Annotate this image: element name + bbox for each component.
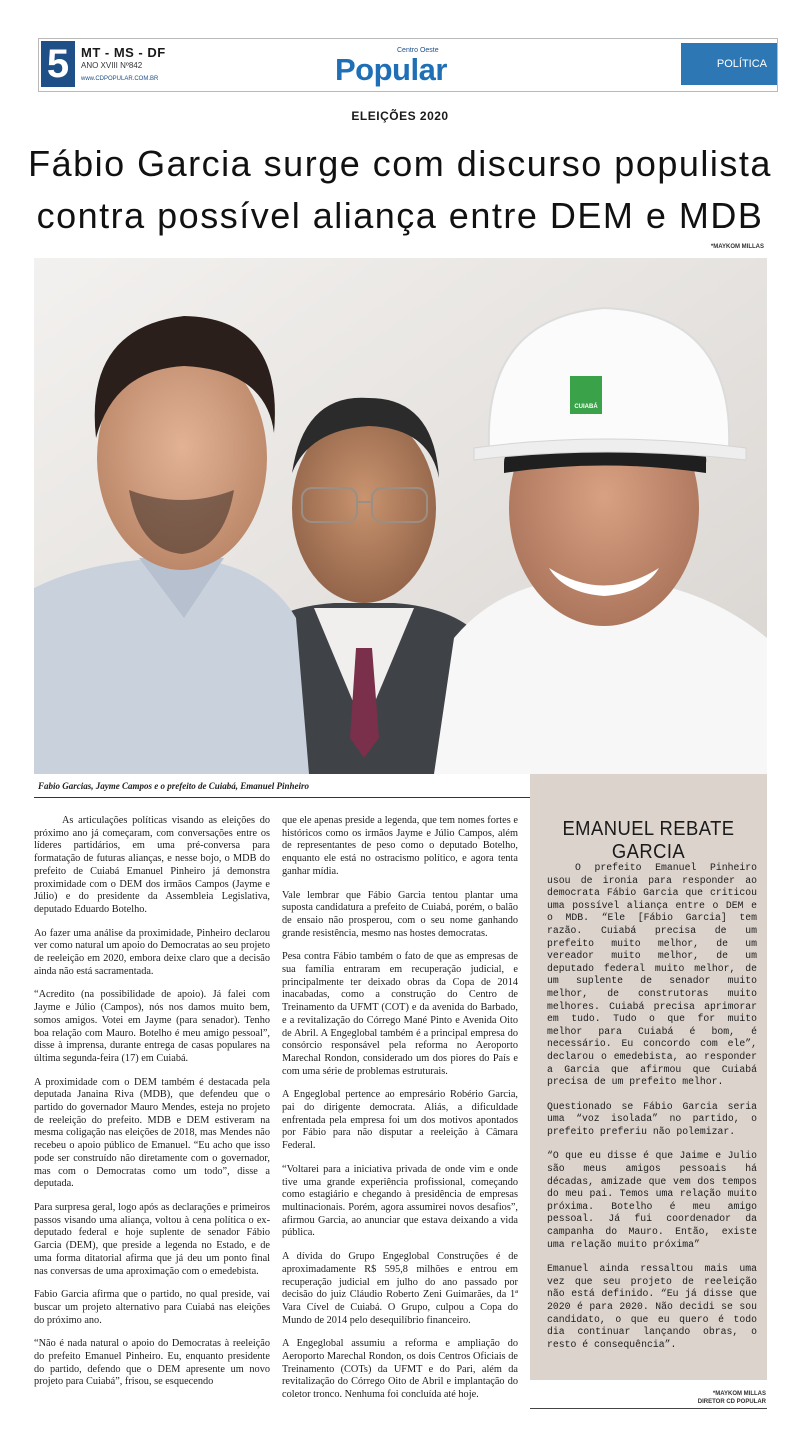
article-kicker: ELEIÇÕES 2020 <box>351 109 449 123</box>
sidebar-title: EMANUEL REBATE GARCIA <box>562 818 735 863</box>
paragraph: A Engeglobal assumiu a reforma e ampliação do Aeroporto Marechal Rondon, os dois Centros Oficiais de Treinamento (COTs) da UFMT e do Pari, além da revitalização do Córrego Oito de Abril e implantação do coletor tronco. Nenhuma foi concluída até hoje. <box>282 1338 518 1401</box>
sidebar-text <box>547 862 757 1363</box>
article-column-2 <box>282 815 518 1413</box>
section-label: POLÍTICA <box>681 43 777 85</box>
website-link[interactable]: www.CDPOPULAR.COM.BR <box>81 76 159 82</box>
paragraph: A dívida do Grupo Engeglobal Construções é de aproximadamente R$ 595,8 milhões e entrou em recuperação judicial em julho do ano passado por decisão do juiz Cláudio Roberto Zeni Guimarães, da 1ª Vara Cível de Cuiabá. O Grupo, culpou a Copa do Mundo de 2014 pelo desequilíbrio financeiro. <box>282 1251 518 1326</box>
edition-info <box>81 45 166 82</box>
article-headline <box>20 138 780 242</box>
headline-line-1: Fábio Garcia surge com discurso populista <box>28 143 772 184</box>
page-number: 5 <box>41 41 75 87</box>
masthead <box>38 38 778 92</box>
author-title: DIRETOR CD POPULAR <box>697 1399 766 1405</box>
edition-issue: ANO XVIII Nº842 <box>81 61 143 70</box>
photo-illustration <box>34 258 767 774</box>
paragraph: As articulações políticas visando as eleições do próximo ano já começaram, com conversações entre os líderes partidários, em uma pré-conversa para formatação de futuras alianças, e nesse bojo, o MDB do prefeito de Cuiabá Emanuel Pinheiro já demonstra proximidade com o DEM dos irmãos Campos (Jayme e Júlio) e do presidente da Assembleia Legislativa, deputado Eduardo Botelho. <box>34 815 270 915</box>
helmet-badge-text: CUIABÁ <box>574 404 598 410</box>
photo-credit: *MAYKOM MILLAS <box>710 244 764 250</box>
paragraph: Ao fazer uma análise da proximidade, Pinheiro declarou ver como natural um apoio do Democratas ao seu projeto de reeleição em 2020, embora deixe claro que a decisão ainda não está sacramentada. <box>34 927 270 977</box>
sidebar-paragraph: Questionado se Fábio Garcia seria uma “voz isolada” no partido, o prefeito preferiu não polemizar. <box>547 1100 757 1137</box>
paragraph: “Não é nada natural o apoio do Democratas à reeleição do prefeito Emanuel Pinheiro. Eu, enquanto presidente do partido, defendo que o DEM apresente um novo projeto para Cuiabá”, frisou, se esquecendo <box>34 1338 270 1388</box>
sidebar-paragraph: Emanuel ainda ressaltou mais uma vez que seu projeto de reeleição não está definido. “Eu já disse que 2020 é para 2020. Não decidi se sou candidato, o que eu quero é todo dia continuar lançando obras, o resto é consequência”. <box>547 1263 757 1350</box>
author-credit <box>698 1390 766 1406</box>
paragraph: A proximidade com o DEM também é destacada pela deputada Janaina Riva (MDB), que defendeu que o partido do governador Mauro Mendes, esteja no projeto de reeleição do prefeito. MDB e DEM estiveram na mesma coligação nas eleições de 2018, mas Mendes não recebeu o apoio público de Emanuel. “Eu acho que isso pode ser construído não diretamente com o governador, mas com o Democratas como um todo”, disse a deputada. <box>34 1076 270 1190</box>
article-column-1 <box>34 815 270 1400</box>
paragraph: Pesa contra Fábio também o fato de que as empresas de sua família entraram em recuperação judicial, e principalmente ter deixado obras da Copa de 2014 inacabadas, como a construção do Centro de Treinamento da UFMT (COT) e da avenida do Barbado, e a revitalização do Córrego Mané Pinto e Avenida Oito de Abril. A Engeglobal também é a principal empresa do consórcio responsável pela reforma no Aeroporto Marechal Rondon, considerado um dos piores do País e com uma série de problemas estruturais. <box>282 951 518 1077</box>
paragraph: A Engeglobal pertence ao empresário Robério Garcia, pai do dirigente democrata. Aliás, a dificuldade enfrentada pela empresa foi um dos motivos apontados por Fábio para não disputar a reeleição à Câmara Federal. <box>282 1089 518 1152</box>
author-name: *MAYKOM MILLAS <box>712 1391 766 1397</box>
edition-states: MT - MS - DF <box>81 45 166 60</box>
logo-name: Popular <box>335 52 447 87</box>
logo-superscript: Centro Oeste <box>397 47 439 54</box>
paragraph: Vale lembrar que Fábio Garcia tentou plantar uma suposta candidatura a prefeito de Cuiabá, porém, o balão de ensaio não prosperou, com o seu nome ganhando grande resistência, mesmo nas hostes democratas. <box>282 889 518 939</box>
photo-caption: Fabio Garcias, Jayme Campos e o prefeito de Cuiabá, Emanuel Pinheiro <box>38 781 310 791</box>
paragraph: Para surpresa geral, logo após as declarações e primeiros passos visando uma aliança, voltou à cena política o ex-deputado federal e hoje suplente de senador Fábio Garcia (DEM), que preside a legenda no Estado, e de uma forma ditatorial afirma que já deu um ponto final nas conversas de uma aproximação com o emedebista. <box>34 1201 270 1277</box>
paragraph: que ele apenas preside a legenda, que tem nomes fortes e históricos como os irmãos Jayme e Júlio Campos, além de representantes de peso como o deputado Botelho, enquanto ele está no ostracismo político, e agora tenta ganhar mídia. <box>282 815 518 877</box>
paragraph: “Acredito (na possibilidade de apoio). Já falei com Jayme e Júlio (Campos), nós nos damos muito bem, somos amigos. Votei em Jayme (para senador). Tenho boa relação com Mauro. Botelho é meu amigo pessoal”, disse à imprensa, durante entrega de casas populares na última segunda-feira (17) em Cuiabá. <box>34 989 270 1064</box>
sidebar-paragraph: O prefeito Emanuel Pinheiro usou de ironia para responder ao democrata Fábio Garcia que criticou uma possível aliança entre o DEM e o MDB. “Ele [Fábio Garcia] tem razão. Cuiabá precisa de um prefeito muito melhor, de um vereador muito melhor, de um deputado federal muito melhor, de um suplente de senador muito melhor, de construtoras muito melhores. Cuiabá precisa aprimorar em tudo. Tudo o que for muito melhor para Cuiabá é bom, é necessário. Eu concordo com ele”, declarou o emedebista, ao responder a Garcia que afirmou que Cuiabá precisa de um prefeito melhor. <box>547 862 757 1088</box>
paragraph: Fabio Garcia afirma que o partido, no qual preside, vai buscar um projeto alternativo para Cuiabá nas eleições do próximo ano. <box>34 1289 270 1326</box>
headline-line-2: contra possível aliança entre DEM e MDB <box>36 195 764 236</box>
paragraph: “Voltarei para a iniciativa privada de onde vim e onde tive uma grande experiência profissional, começando como estagiário e chegando à presidência de empresas multinacionais. Porém, agora assumirei novos desafios”, afirmou Garcia, ao anunciar que estava deixando a vida pública. <box>282 1163 518 1239</box>
sidebar-paragraph: “O que eu disse é que Jaime e Julio são meus amigos pessoais há décadas, amizade que vem dos tempos do meu pai. Temos uma relação muito próxima. Botelho é meu amigo pessoal. Já fui coordenador da campanha do Mauro. Então, existe uma relação muito próxima” <box>547 1150 757 1250</box>
newspaper-logo <box>335 44 465 86</box>
bottom-divider <box>530 1408 767 1409</box>
article-photo <box>34 258 767 774</box>
